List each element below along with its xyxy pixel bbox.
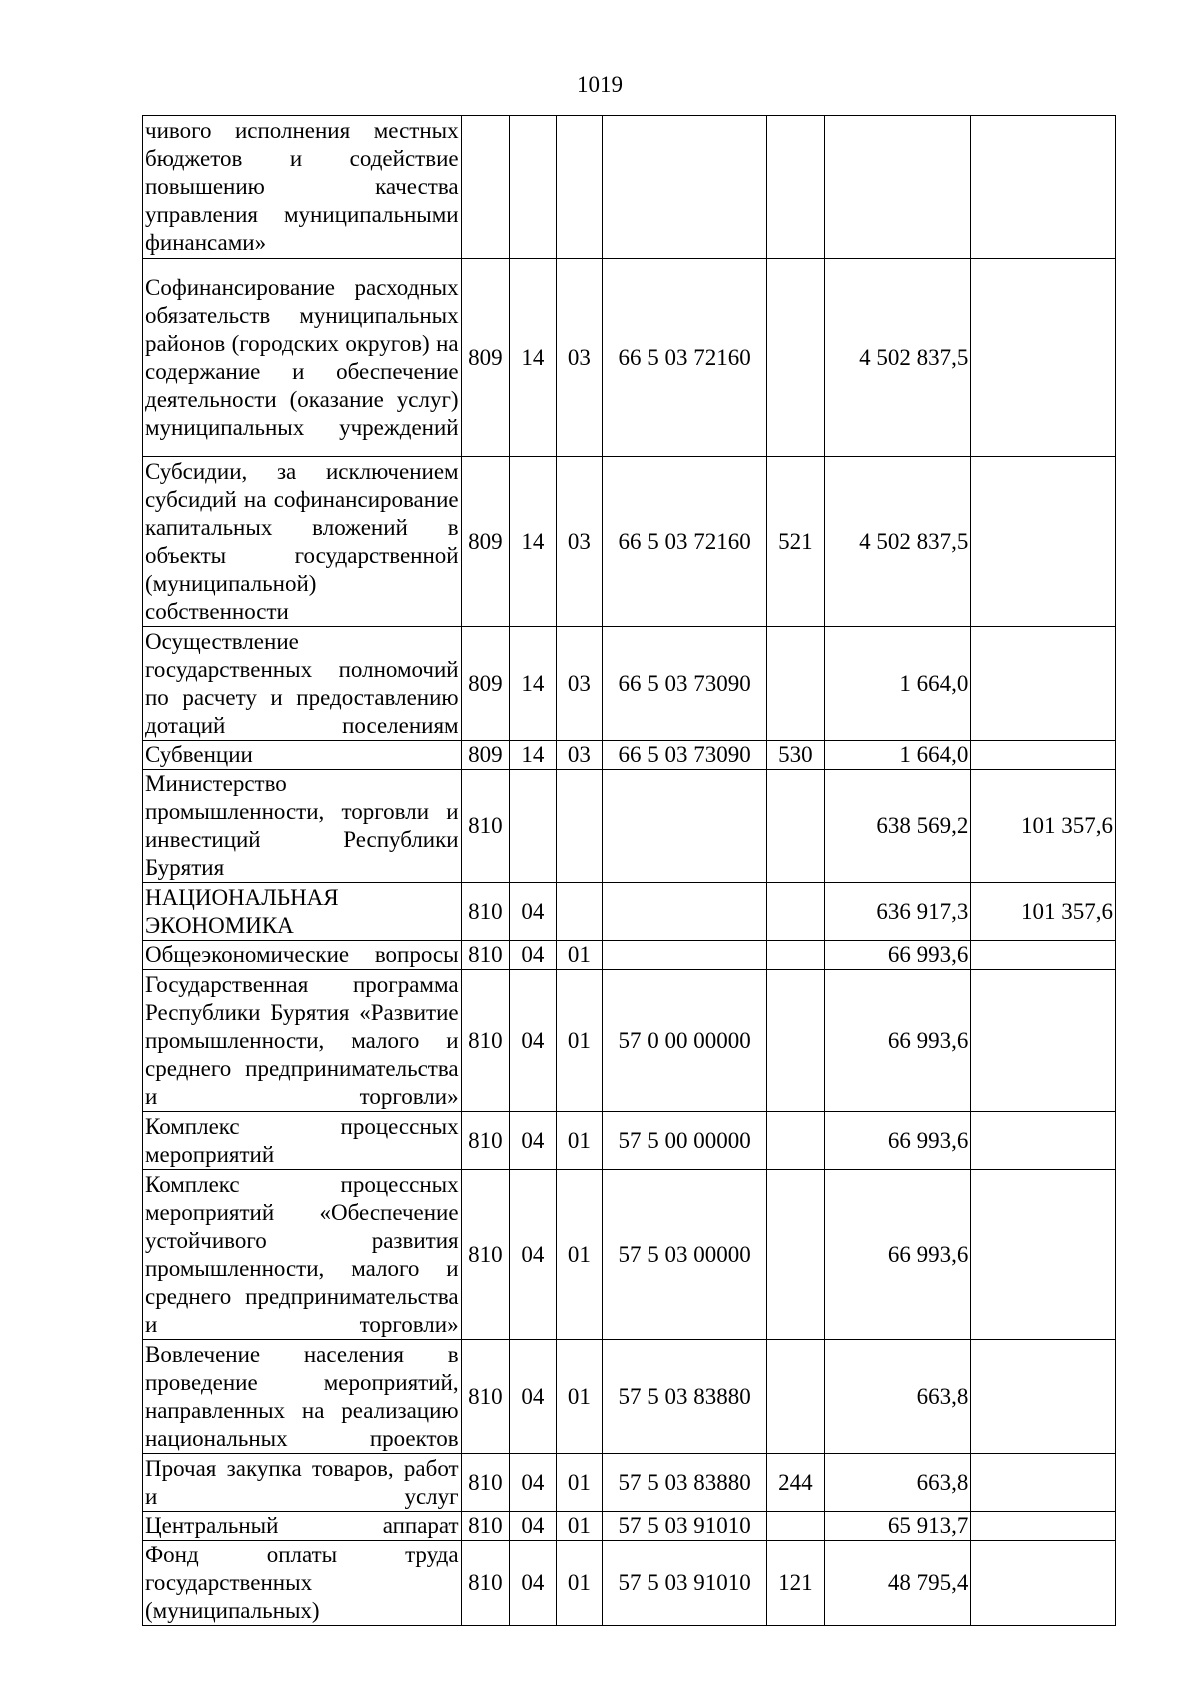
code-target bbox=[603, 883, 767, 941]
code-expense-type bbox=[767, 941, 825, 970]
code-expense-type bbox=[767, 116, 825, 259]
table-row bbox=[143, 941, 1116, 970]
amount-total: 663,8 bbox=[824, 1340, 971, 1454]
code-expense-type bbox=[767, 1170, 825, 1340]
row-name: Министерство промышленности, торговли и инвестиций Республики Бурятия bbox=[143, 770, 462, 883]
row-name: Комплекс процессных мероприятий bbox=[143, 1112, 462, 1170]
code-target: 66 5 03 72160 bbox=[603, 259, 767, 457]
table-row bbox=[143, 970, 1116, 1112]
table-row bbox=[143, 457, 1116, 627]
table-row bbox=[143, 741, 1116, 770]
code-subsection bbox=[556, 116, 603, 259]
code-section: 04 bbox=[510, 1541, 557, 1626]
code-section: 14 bbox=[510, 259, 557, 457]
code-subsection: 03 bbox=[556, 457, 603, 627]
row-name: Прочая закупка товаров, работ и услуг bbox=[143, 1454, 462, 1512]
amount-total bbox=[824, 116, 971, 259]
code-ministry: 810 bbox=[461, 883, 510, 941]
row-name: Софинансирование расходных обязательств муниципальных районов (городских округов) на содержание и обеспечение деятельности (оказание услуг) муниципальных учреждений bbox=[143, 259, 462, 457]
amount-total: 65 913,7 bbox=[824, 1512, 971, 1541]
code-section bbox=[510, 116, 557, 259]
amount-total: 4 502 837,5 bbox=[824, 259, 971, 457]
code-target: 66 5 03 72160 bbox=[603, 457, 767, 627]
table-row bbox=[143, 883, 1116, 941]
table-row bbox=[143, 116, 1116, 259]
amount-federal bbox=[971, 1512, 1116, 1541]
code-section: 04 bbox=[510, 941, 557, 970]
amount-federal bbox=[971, 457, 1116, 627]
amount-total: 66 993,6 bbox=[824, 941, 971, 970]
code-subsection: 03 bbox=[556, 627, 603, 741]
table-row bbox=[143, 770, 1116, 883]
code-target: 57 5 00 00000 bbox=[603, 1112, 767, 1170]
amount-federal bbox=[971, 116, 1116, 259]
page-number: 1019 bbox=[577, 72, 623, 97]
code-section: 04 bbox=[510, 1170, 557, 1340]
code-subsection: 01 bbox=[556, 1512, 603, 1541]
code-ministry: 810 bbox=[461, 1170, 510, 1340]
code-subsection: 01 bbox=[556, 1541, 603, 1626]
amount-federal: 101 357,6 bbox=[971, 883, 1116, 941]
code-section: 04 bbox=[510, 970, 557, 1112]
code-section: 14 bbox=[510, 627, 557, 741]
code-subsection bbox=[556, 883, 603, 941]
amount-federal bbox=[971, 941, 1116, 970]
code-section: 04 bbox=[510, 883, 557, 941]
code-ministry: 809 bbox=[461, 627, 510, 741]
table-row bbox=[143, 627, 1116, 741]
row-name: Субвенции bbox=[143, 741, 462, 770]
code-section: 04 bbox=[510, 1454, 557, 1512]
row-name: чивого исполнения местных бюджетов и содействие повышению качества управления муниципальными финансами» bbox=[143, 116, 462, 259]
code-ministry: 810 bbox=[461, 1454, 510, 1512]
code-target: 66 5 03 73090 bbox=[603, 627, 767, 741]
table-row bbox=[143, 1170, 1116, 1340]
code-expense-type bbox=[767, 970, 825, 1112]
amount-federal bbox=[971, 970, 1116, 1112]
code-ministry: 810 bbox=[461, 1512, 510, 1541]
amount-total: 66 993,6 bbox=[824, 1170, 971, 1340]
table-row bbox=[143, 259, 1116, 457]
code-ministry: 809 bbox=[461, 457, 510, 627]
amount-federal bbox=[971, 259, 1116, 457]
row-name: Общеэкономические вопросы bbox=[143, 941, 462, 970]
code-target bbox=[603, 770, 767, 883]
code-ministry: 810 bbox=[461, 1340, 510, 1454]
code-ministry: 810 bbox=[461, 1541, 510, 1626]
row-name: Комплекс процессных мероприятий «Обеспечение устойчивого развития промышленности, малого и среднего предпринимательства и торговли» bbox=[143, 1170, 462, 1340]
code-subsection: 01 bbox=[556, 941, 603, 970]
code-target: 57 5 03 91010 bbox=[603, 1541, 767, 1626]
code-expense-type bbox=[767, 627, 825, 741]
amount-total: 4 502 837,5 bbox=[824, 457, 971, 627]
code-expense-type bbox=[767, 883, 825, 941]
code-section: 04 bbox=[510, 1340, 557, 1454]
code-subsection: 01 bbox=[556, 970, 603, 1112]
table-row bbox=[143, 1340, 1116, 1454]
amount-federal bbox=[971, 1340, 1116, 1454]
amount-total: 663,8 bbox=[824, 1454, 971, 1512]
amount-total: 1 664,0 bbox=[824, 741, 971, 770]
amount-total: 636 917,3 bbox=[824, 883, 971, 941]
row-name: Осуществление государственных полномочий по расчету и предоставлению дотаций поселениям bbox=[143, 627, 462, 741]
amount-federal bbox=[971, 627, 1116, 741]
code-target: 57 5 03 83880 bbox=[603, 1340, 767, 1454]
code-expense-type bbox=[767, 259, 825, 457]
code-ministry: 809 bbox=[461, 259, 510, 457]
row-name: Государственная программа Республики Бурятия «Развитие промышленности, малого и среднего предпринимательства и торговли» bbox=[143, 970, 462, 1112]
code-target: 57 5 03 00000 bbox=[603, 1170, 767, 1340]
code-section bbox=[510, 770, 557, 883]
code-expense-type: 521 bbox=[767, 457, 825, 627]
amount-total: 48 795,4 bbox=[824, 1541, 971, 1626]
code-target: 66 5 03 73090 bbox=[603, 741, 767, 770]
budget-table bbox=[142, 115, 1116, 1626]
code-expense-type: 121 bbox=[767, 1541, 825, 1626]
table-row bbox=[143, 1541, 1116, 1626]
code-subsection: 03 bbox=[556, 259, 603, 457]
amount-total: 1 664,0 bbox=[824, 627, 971, 741]
amount-federal bbox=[971, 1170, 1116, 1340]
amount-federal bbox=[971, 741, 1116, 770]
table-row bbox=[143, 1454, 1116, 1512]
amount-federal bbox=[971, 1541, 1116, 1626]
code-ministry: 810 bbox=[461, 970, 510, 1112]
table-row bbox=[143, 1512, 1116, 1541]
code-expense-type: 244 bbox=[767, 1454, 825, 1512]
code-subsection: 01 bbox=[556, 1112, 603, 1170]
code-target bbox=[603, 116, 767, 259]
table-row bbox=[143, 1112, 1116, 1170]
code-ministry: 810 bbox=[461, 941, 510, 970]
amount-federal bbox=[971, 1454, 1116, 1512]
code-subsection: 01 bbox=[556, 1340, 603, 1454]
row-name: НАЦИОНАЛЬНАЯ ЭКОНОМИКА bbox=[143, 883, 462, 941]
row-name: Субсидии, за исключением субсидий на софинансирование капитальных вложений в объекты государственной (муниципальной) собственности bbox=[143, 457, 462, 627]
code-ministry bbox=[461, 116, 510, 259]
amount-total: 66 993,6 bbox=[824, 970, 971, 1112]
code-section: 14 bbox=[510, 457, 557, 627]
row-name: Центральный аппарат bbox=[143, 1512, 462, 1541]
amount-federal: 101 357,6 bbox=[971, 770, 1116, 883]
code-subsection: 03 bbox=[556, 741, 603, 770]
amount-total: 638 569,2 bbox=[824, 770, 971, 883]
code-expense-type bbox=[767, 1340, 825, 1454]
code-subsection bbox=[556, 770, 603, 883]
code-section: 14 bbox=[510, 741, 557, 770]
code-subsection: 01 bbox=[556, 1454, 603, 1512]
code-target: 57 0 00 00000 bbox=[603, 970, 767, 1112]
amount-federal bbox=[971, 1112, 1116, 1170]
code-section: 04 bbox=[510, 1112, 557, 1170]
code-subsection: 01 bbox=[556, 1170, 603, 1340]
row-name: Фонд оплаты труда государственных (муниципальных) bbox=[143, 1541, 462, 1626]
code-expense-type bbox=[767, 770, 825, 883]
code-ministry: 810 bbox=[461, 770, 510, 883]
code-expense-type: 530 bbox=[767, 741, 825, 770]
amount-total: 66 993,6 bbox=[824, 1112, 971, 1170]
code-target bbox=[603, 941, 767, 970]
code-target: 57 5 03 91010 bbox=[603, 1512, 767, 1541]
code-expense-type bbox=[767, 1512, 825, 1541]
code-target: 57 5 03 83880 bbox=[603, 1454, 767, 1512]
code-section: 04 bbox=[510, 1512, 557, 1541]
code-expense-type bbox=[767, 1112, 825, 1170]
code-ministry: 810 bbox=[461, 1112, 510, 1170]
code-ministry: 809 bbox=[461, 741, 510, 770]
row-name: Вовлечение населения в проведение мероприятий, направленных на реализацию национальных проектов bbox=[143, 1340, 462, 1454]
